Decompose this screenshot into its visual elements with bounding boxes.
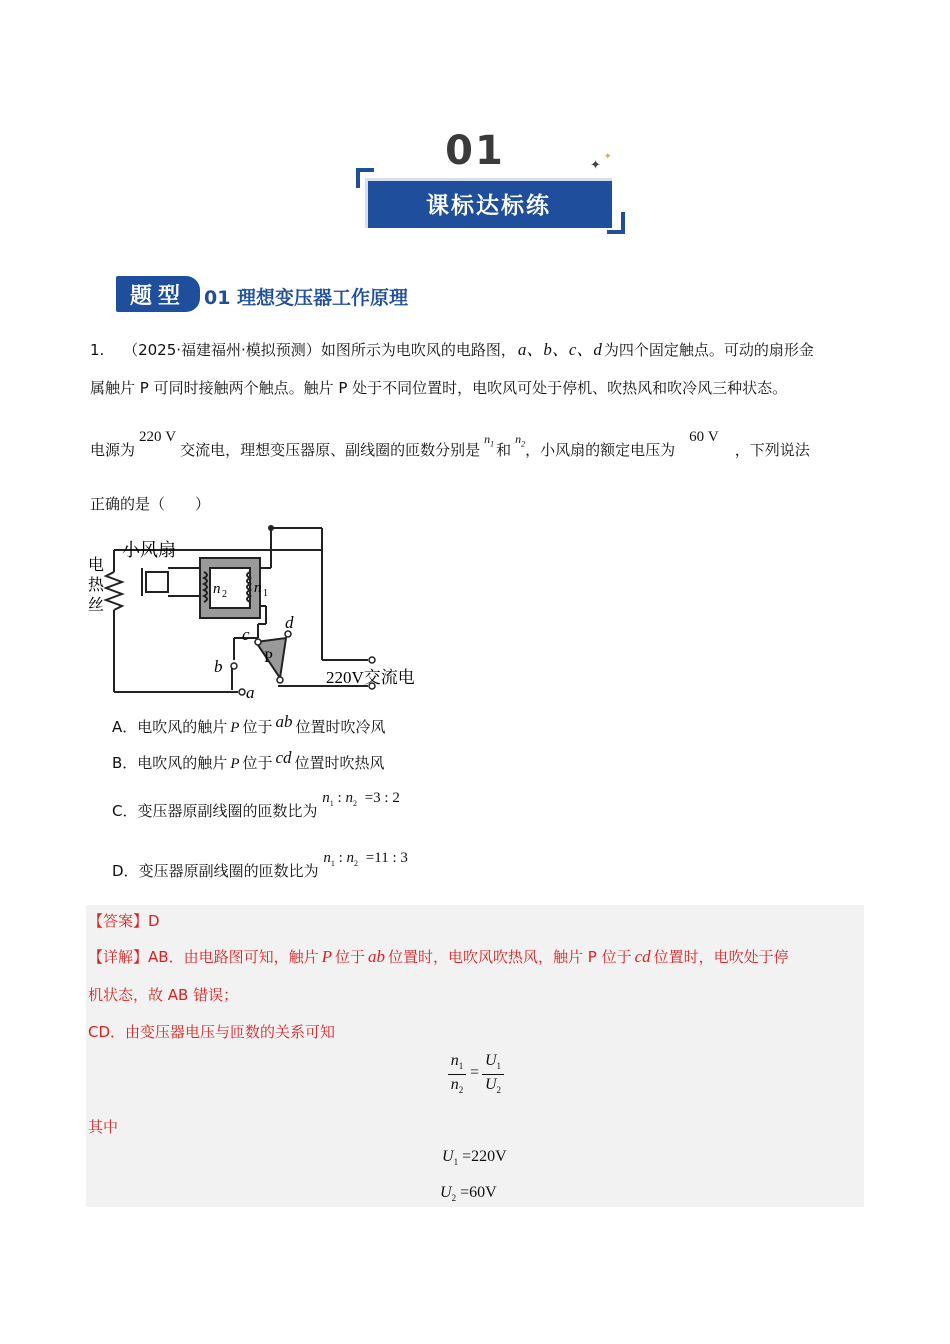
q3-he: 和 [496, 441, 512, 459]
q3-text-d: ，下列说法 [734, 441, 810, 459]
qizhong-label: 其中 [88, 1118, 119, 1136]
q3-text-b: 交流电，理想变压器原、副线圈的匝数分别是 [180, 441, 481, 459]
u1-equation: $U_1 =220V$ [442, 1148, 507, 1168]
option-b[interactable]: B．电吹风的触片 P 位于 cd 位置时吹热风 [112, 748, 385, 772]
question-text-tail: 为四个固定触点。可动的扇形金 [603, 341, 814, 359]
section-banner: 课标达标练 [365, 178, 612, 228]
source-voltage: 220 V [139, 429, 177, 445]
n1-label: n [254, 580, 262, 596]
option-c-ratio: 3 : 2 [373, 790, 400, 806]
option-d-ratio: 11 : 3 [374, 850, 408, 866]
question-line-4: 正确的是（ ） [90, 495, 211, 513]
n1-sub: 1 [263, 588, 268, 599]
q3-text-c: ，小风扇的额定电压为 [525, 441, 676, 459]
type-title: 01 理想变压器工作原理 [204, 287, 409, 309]
u1-value: =220V [462, 1148, 507, 1165]
contact-a-label: a [246, 683, 255, 700]
option-a[interactable]: A．电吹风的触片 P 位于 ab 位置时吹冷风 [112, 712, 386, 736]
n2-label: n [213, 581, 221, 597]
contact-d-label: d [285, 613, 294, 632]
type-tag: 题型 [116, 276, 200, 312]
contact-b-label: b [214, 657, 223, 676]
slider-p-label: P [264, 649, 273, 666]
n2-sub: 2 [222, 589, 227, 600]
question-number: 1. [90, 341, 105, 359]
question-line-3 [90, 429, 810, 466]
question-source: （2025·福建福州·模拟预测） [123, 341, 321, 359]
source-label: 220V交流电 [326, 668, 415, 687]
answer-value: D [148, 912, 160, 930]
fan-voltage: 60 V [689, 429, 719, 445]
n2-symbol: n2 [515, 432, 526, 449]
contacts-label: a、b、c、d [517, 340, 602, 359]
n1-symbol: n1 [484, 432, 495, 449]
sparkle-small-icon: ✦ [604, 152, 612, 162]
u2-equation: $U_2 =60V$ [440, 1184, 497, 1204]
detail-line-3: CD．由变压器电压与匝数的关系可知 [88, 1023, 336, 1041]
question-text: 如图所示为电吹风的电路图， [320, 341, 516, 359]
option-d[interactable]: D．变压器原副线圈的匝数比为 $n_1$ : $n_2 =11$ : 3 [112, 850, 408, 880]
contact-c-label: c [242, 625, 250, 644]
option-c[interactable]: C．变压器原副线圈的匝数比为 $n_1$ : $n_2 =3$ : 2 [112, 790, 400, 820]
circuit-diagram [86, 520, 436, 700]
sparkle-icon: ✦ [590, 158, 601, 173]
q3-text-a: 电源为 [90, 441, 136, 459]
answer-line: 【答案】D [88, 912, 160, 930]
heater-label-1: 电 [88, 557, 105, 574]
ratio-equation: $n_1$ $n_2$ = $U_1$ $U_2$ [448, 1052, 518, 1098]
question-line-1 [90, 340, 814, 360]
section-number: 01 [445, 128, 505, 174]
fan-label: 小风扇 [122, 540, 176, 560]
u2-value: =60V [460, 1184, 497, 1201]
detail-line-2: 机状态，故 AB 错误； [88, 986, 239, 1004]
detail-line-1: 【详解】AB．由电路图可知，触片 P 位于 ab 位置时，电吹风吹热风，触片 P 位于 cd 位置时，电吹处于停 [88, 947, 789, 966]
heater-label-3: 丝 [88, 597, 105, 614]
heater-label-2: 热 [88, 577, 105, 594]
question-line-2: 属触片 P 可同时接触两个触点。触片 P 处于不同位置时，电吹风可处于停机、吹热风和吹冷风三种状态。 [90, 379, 788, 397]
